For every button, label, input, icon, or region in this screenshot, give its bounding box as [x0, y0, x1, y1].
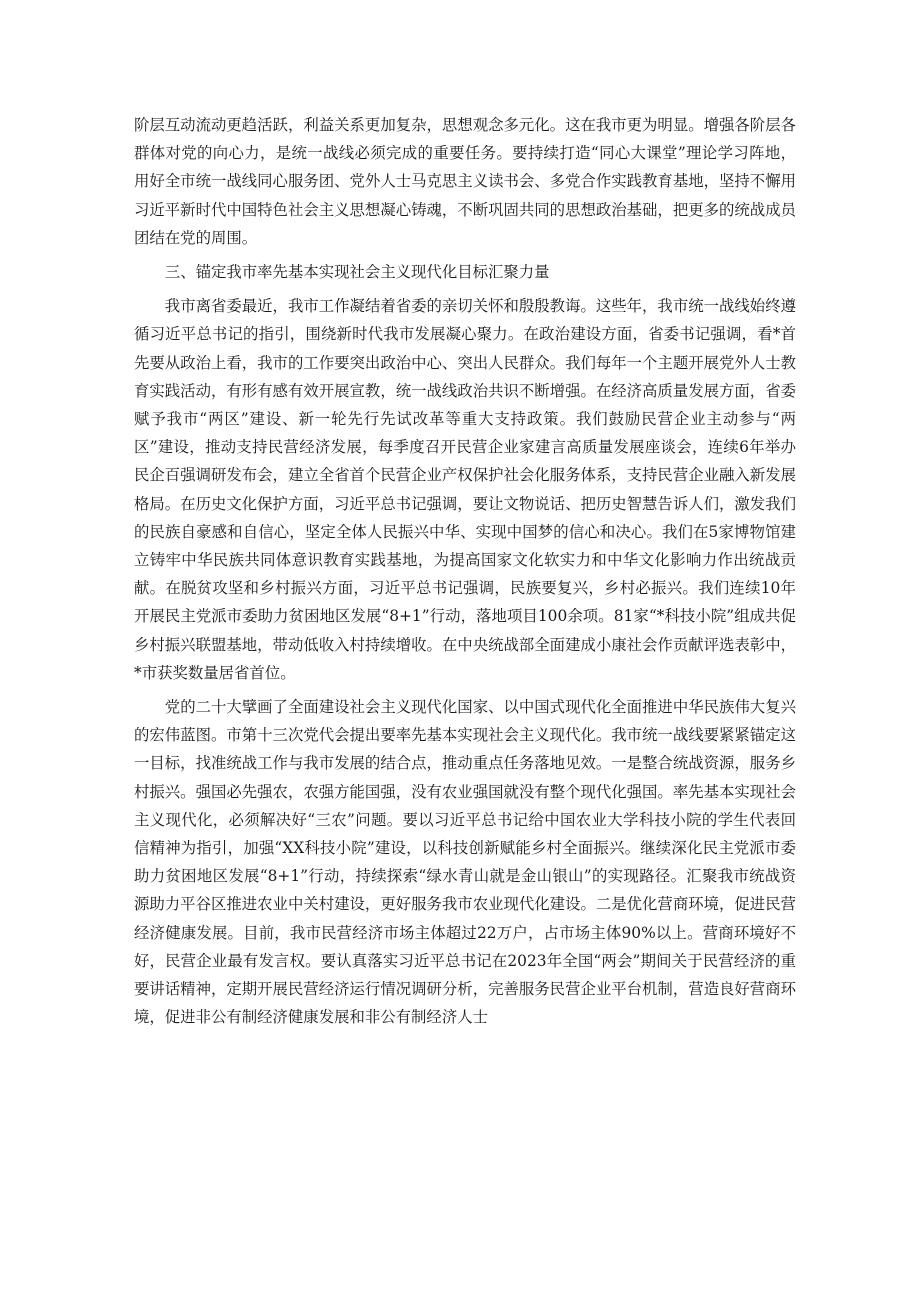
document-page	[134, 111, 796, 1038]
paragraph-2: 我市离省委最近，我市工作凝结着省委的亲切关怀和殷殷教诲。这些年，我市统一战线始终遵循习近平总书记的指引，围绕新时代我市发展凝心聚力。在政治建设方面，省委书记强调，看*首先要从政治上看，我市的工作要突出政治中心、突出人民群众。我们每年一个主题开展党外人士教育实践活动，有形有感有效开展宣教，统一战线政治共识不断增强。在经济高质量发展方面，省委赋予我市“两区”建设、新一轮先行先试改革等重大支持政策。我们鼓励民营企业主动参与“两区”建设，推动支持民营经济发展，每季度召开民营企业家建言高质量发展座谈会，连续6年举办民企百强调研发布会，建立全省首个民营企业产权保护社会化服务体系，支持民营企业融入新发展格局。在历史文化保护方面，习近平总书记强调，要让文物说话、把历史智慧告诉人们，激发我们的民族自豪感和自信心，坚定全体人民振兴中华、实现中国梦的信心和决心。我们在5家博物馆建立铸牢中华民族共同体意识教育实践基地，为提高国家文化软实力和中华文化影响力作出统战贡献。在脱贫攻坚和乡村振兴方面，习近平总书记强调，民族要复兴，乡村必振兴。我们连续10年开展民主党派市委助力贫困地区发展“8+1”行动，落地项目100余项。81家“*科技小院”组成共促乡村振兴联盟基地，带动低收入村持续增收。在中央统战部全面建成小康社会作贡献评选表彰中，*市获奖数量居省首位。	[134, 297, 796, 682]
section-heading-3: 三、锚定我市率先基本实现社会主义现代化目标汇聚力量	[164, 263, 550, 282]
paragraph-3: 党的二十大擘画了全面建设社会主义现代化国家、以中国式现代化全面推进中华民族伟大复兴的宏伟蓝图。市第十三次党代会提出要率先基本实现社会主义现代化。我市统一战线要紧紧锚定这一目标，找准统战工作与我市发展的结合点，推动重点任务落地见效。一是整合统战资源，服务乡村振兴。强国必先强农，农强方能国强，没有农业强国就没有整个现代化强国。率先基本实现社会主义现代化，必须解决好“三农”问题。要以习近平总书记给中国农业大学科技小院的学生代表回信精神为指引，加强“XX科技小院”建设，以科技创新赋能乡村全面振兴。继续深化民主党派市委助力贫困地区发展“8+1”行动，持续探索“绿水青山就是金山银山”的实现路径。汇聚我市统战资源助力平谷区推进农业中关村建设，更好服务我市农业现代化建设。二是优化营商环境，促进民营经济健康发展。目前，我市民营经济市场主体超过22万户，占市场主体90%以上。营商环境好不好，民营企业最有发言权。要认真落实习近平总书记在2023年全国“两会”期间关于民营经济的重要讲话精神，定期开展民营经济运行情况调研分析，完善服务民营企业平台机制，营造良好营商环境，促进非公有制经济健康发展和非公有制经济人士	[134, 698, 796, 1027]
paragraph-1: 阶层互动流动更趋活跃，利益关系更加复杂，思想观念多元化。这在我市更为明显。增强各阶层各群体对党的向心力，是统一战线必须完成的重要任务。要持续打造“同心大课堂”理论学习阵地，用好全市统一战线同心服务团、党外人士马克思主义读书会、多党合作实践教育基地，坚持不懈用习近平新时代中国特色社会主义思想凝心铸魂，不断巩固共同的思想政治基础，把更多的统战成员团结在党的周围。	[134, 116, 796, 247]
